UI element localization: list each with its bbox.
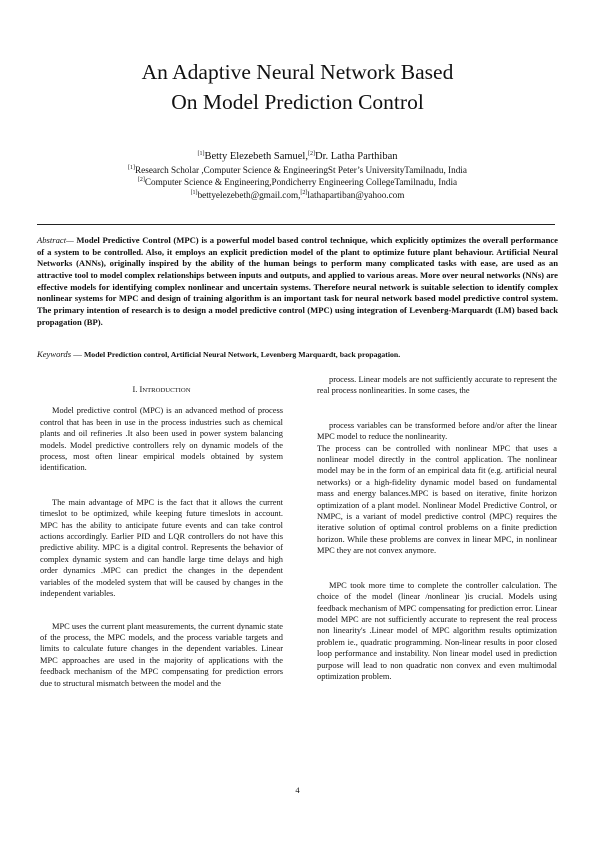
page-number: 4	[295, 785, 300, 795]
email1-marker: [1]	[190, 189, 198, 196]
right-column	[317, 374, 557, 682]
intro-paragraph-2: The main advantage of MPC is the fact that it allows the current timeslot to be optimized, while keeping future timeslots in account. MPC has the ability to anticipate future events and can take control actions accordingly. Earlier PID and LQR controllers do not have this predictive ability. MPC is a digital control. Represents the behavior of complex dynamic system and can handle large time delays and high order dynamics .MPC can predict the changes in the dependent variables of the modeled system that will be caused by changes in the independent variables.	[40, 497, 283, 599]
author1-marker: [1]	[197, 151, 205, 157]
keywords	[37, 349, 558, 361]
affiliation1-marker: [1]	[128, 164, 136, 171]
right-paragraph-3: The process can be controlled with nonlinear MPC that uses a nonlinear model directly in the control application. The nonlinear model may be in the form of an empirical data fit (e.g. artificial neural networks) or a high-fidelity dynamic model based on fundamental mass and energy balances.MPC is based on iterative, finite horizon optimization of a plant model. Nonlinear Model Predictive Control, or NMPC, is a variant of model predictive control (MPC) requires the iterative solution of optimal control problems on a finite prediction horizon. While these problems are convex in linear MPC, in nonlinear MPC they are not convex anymore.	[317, 443, 557, 556]
intro-paragraph-1: Model predictive control (MPC) is an advanced method of process control that has been in use in the process industries such as chemical plants and oil refineries .It also been used in power system balancing models. Model predictive controllers rely on dynamic models of the process, most often linear empirical models obtained by system identification.	[40, 406, 283, 473]
author-block	[60, 150, 535, 201]
title-line-2: On Model Prediction Control	[171, 90, 424, 114]
intro-paragraph-3: MPC uses the current plant measurements, the current dynamic state of the process, the MPC models, and the process variable targets and limits to calculate future changes in the dependent variables. Linear MPC approaches are used in the majority of applications with the feedback mechanism of the MPC compensating for prediction errors due to structural mismatch between the model and the	[40, 621, 283, 688]
affiliation1-text: Research Scholar ,Computer Science & EngineeringSt Peter’s UniversityTamilnadu, India	[135, 164, 467, 175]
abstract-lead: Abstract—	[37, 235, 74, 245]
right-paragraph-4: MPC took more time to complete the controller calculation. The choice of the model (linear /nonlinear )is crucial. Models using feedback mechanism of MPC compensating for prediction error. Linear model MPC are not sufficiently accurate to represent the real process non linearity's .Linear model of MPC algorithm results optimization problem ie., quadratic programming. Non-linear results in poor closed loop performance and instability. Non linear model used in prediction purpose will lead to non quadratic non convex and even multimodal optimization problem.	[317, 580, 557, 681]
author2-marker: [2]	[307, 151, 315, 157]
author-emails	[60, 189, 535, 202]
email2: lathapartiban@yahoo.com	[307, 189, 405, 200]
affiliation2-text: Computer Science & Engineering,Pondicherry Engineering CollegeTamilnadu, India	[144, 177, 458, 188]
keywords-lead: Keywords	[37, 349, 72, 359]
keywords-dash: —	[71, 349, 84, 359]
abstract-text: Model Predictive Control (MPC) is a powerful model based control technique, which explicitly optimizes the overall performance of a system to be controlled. Also, it employs an explicit prediction model of the plant to optimize future plant behaviour. Artificial Neural Networks (ANNs), originally inspired by the ability of the human beings to perform many complicated tasks with ease, are used as an attractive tool to model complex relationships between inputs and outputs, and applied to various areas. More over neural networks (NNs) are effective models for identifying complex nonlinear and uncertain systems. Therefore neural network is suitable selection to identify complex nonlinear systems for MPC and design of training algorithm is an important task for neural network based model predictive control system. The primary intention of research is to design a model predictive control (MPC) using integration of Levenberg-Marquardt (LM) based back propagation (BP).	[37, 235, 558, 327]
affiliation-2	[60, 176, 535, 189]
heading-rest: NTRODUCTION	[142, 387, 191, 394]
email1: bettyelezebeth@gmail.com,	[197, 189, 301, 200]
author2-name: Dr. Latha Parthiban	[314, 151, 398, 162]
title-line-1: An Adaptive Neural Network Based	[141, 60, 454, 84]
author1-name: Betty Elezebeth Samuel,	[204, 151, 308, 162]
affiliation2-marker: [2]	[137, 177, 145, 184]
keywords-text: Model Prediction control, Artificial Neural Network, Levenberg Marquardt, back propagation.	[83, 350, 401, 359]
affiliation-1	[60, 164, 535, 177]
left-column	[40, 367, 283, 689]
paper-title	[60, 57, 535, 117]
right-paragraph-1: process. Linear models are not sufficiently accurate to represent the real process nonlinearities. In some cases, the	[317, 375, 557, 396]
heading-number: I. I	[132, 385, 143, 394]
header-divider	[37, 224, 555, 225]
right-paragraph-2: process variables can be transformed before and/or after the linear MPC model to reduce the nonlinearity.	[317, 420, 557, 442]
author-names	[60, 150, 535, 164]
abstract	[37, 235, 558, 328]
email2-marker: [2]	[300, 189, 308, 196]
section-heading-introduction	[40, 384, 283, 396]
